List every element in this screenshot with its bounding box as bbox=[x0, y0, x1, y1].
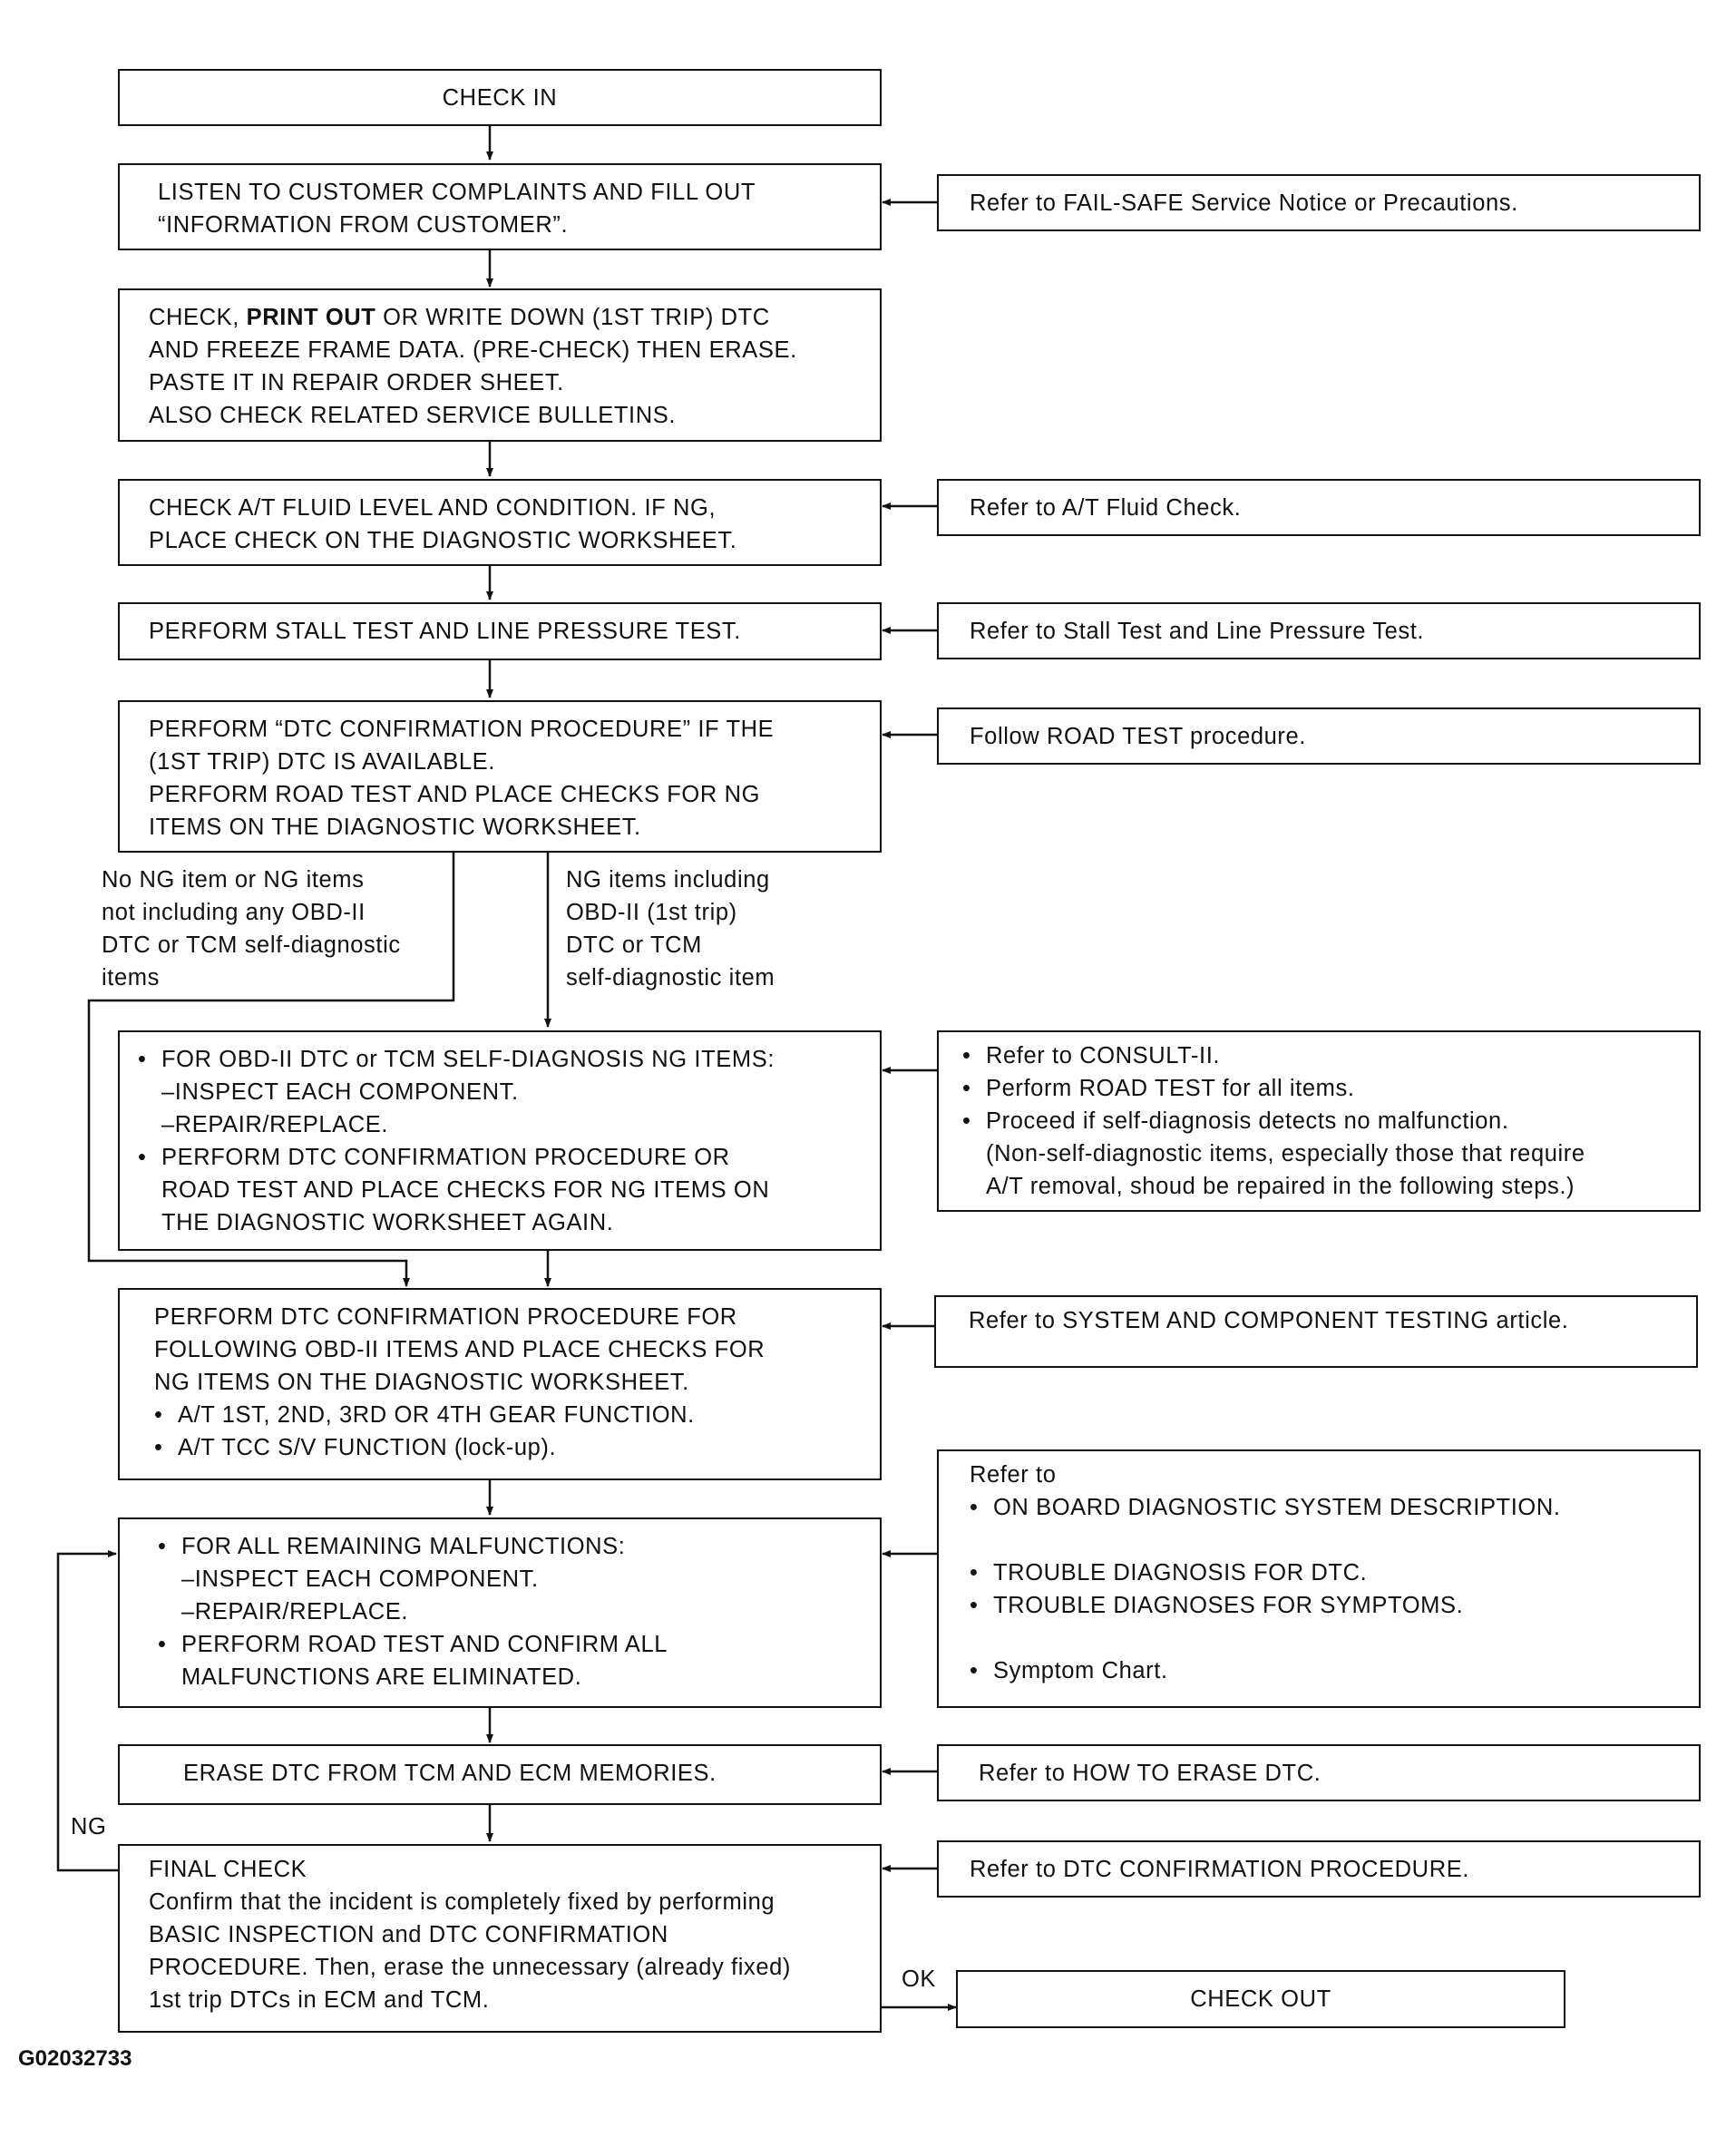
step6-sub-2: –REPAIR/REPLACE. bbox=[161, 1112, 389, 1137]
ref4-text: Refer to Stall Test and Line Pressure Test. bbox=[970, 619, 1425, 644]
branch-right-line-1: NG items including bbox=[566, 867, 770, 893]
step-stall-test bbox=[118, 602, 882, 660]
step-remaining-malfunctions bbox=[118, 1517, 882, 1708]
step5-line-1: PERFORM “DTC CONFIRMATION PROCEDURE” IF THE bbox=[149, 717, 775, 742]
step4-text: PERFORM STALL TEST AND LINE PRESSURE TEST. bbox=[149, 619, 741, 644]
ref-erase-dtc bbox=[937, 1744, 1701, 1801]
ref-final-text: Refer to DTC CONFIRMATION PROCEDURE. bbox=[970, 1857, 1469, 1882]
step5-line-4: ITEMS ON THE DIAGNOSTIC WORKSHEET. bbox=[149, 815, 641, 840]
ref6-bullet-3 bbox=[962, 1105, 1699, 1137]
bullet-icon: • bbox=[970, 1658, 979, 1683]
step6-bullet-2-line-2: ROAD TEST AND PLACE CHECKS FOR NG ITEMS ON bbox=[161, 1177, 770, 1203]
check-in-label: CHECK IN bbox=[442, 85, 558, 111]
step2-line-4: ALSO CHECK RELATED SERVICE BULLETINS. bbox=[149, 403, 677, 428]
ref8-title: Refer to bbox=[970, 1462, 1057, 1488]
bullet-icon: • bbox=[154, 1402, 163, 1428]
ng-label-text: NG bbox=[71, 1814, 107, 1839]
step7-bullet-2-text: A/T TCC S/V FUNCTION (lock-up). bbox=[178, 1435, 557, 1460]
branch-label-no-ng bbox=[102, 864, 401, 994]
bullet-icon: • bbox=[970, 1560, 979, 1586]
ref6-bullet-2 bbox=[962, 1072, 1699, 1105]
ref8-item-2 bbox=[970, 1556, 1699, 1589]
check-in-box bbox=[118, 69, 882, 126]
step8-bullet-1 bbox=[158, 1530, 880, 1563]
step-customer-complaints bbox=[118, 163, 882, 250]
ref6-bullet-3-text: Proceed if self-diagnosis detects no malfunction. bbox=[986, 1108, 1509, 1134]
bullet-icon: • bbox=[962, 1043, 971, 1068]
ref8-item-1 bbox=[970, 1491, 1699, 1524]
final-line-4: PROCEDURE. Then, erase the unnecessary (already fixed) bbox=[149, 1955, 791, 1980]
final-line-5: 1st trip DTCs in ECM and TCM. bbox=[149, 1987, 490, 2013]
bullet-icon: • bbox=[158, 1632, 167, 1657]
bullet-icon: • bbox=[158, 1534, 167, 1559]
step6-bullet-1-text: FOR OBD-II DTC or TCM SELF-DIAGNOSIS NG ITEMS: bbox=[161, 1047, 775, 1072]
branch-right-line-4: self-diagnostic item bbox=[566, 965, 775, 990]
ref-road-test bbox=[937, 707, 1701, 765]
ref3-text: Refer to A/T Fluid Check. bbox=[970, 495, 1242, 521]
branch-left-line-2: not including any OBD-II bbox=[102, 900, 366, 925]
ref6-note-2: A/T removal, shoud be repaired in the following steps.) bbox=[986, 1174, 1575, 1199]
step5-line-2: (1ST TRIP) DTC IS AVAILABLE. bbox=[149, 749, 495, 775]
ref8-spacer-2 bbox=[970, 1622, 1699, 1654]
ref8-item-1-text: ON BOARD DIAGNOSTIC SYSTEM DESCRIPTION. bbox=[993, 1495, 1561, 1520]
step7-line-2: FOLLOWING OBD-II ITEMS AND PLACE CHECKS FOR bbox=[154, 1337, 766, 1362]
step2-line-3: PASTE IT IN REPAIR ORDER SHEET. bbox=[149, 370, 564, 395]
ref8-item-4 bbox=[970, 1654, 1699, 1687]
branch-right-line-3: DTC or TCM bbox=[566, 932, 703, 958]
step8-bullet-2-line-2: MALFUNCTIONS ARE ELIMINATED. bbox=[181, 1664, 582, 1690]
step7-line-1: PERFORM DTC CONFIRMATION PROCEDURE FOR bbox=[154, 1304, 737, 1330]
branch-left-line-1: No NG item or NG items bbox=[102, 867, 365, 893]
ref8-item-2-text: TROUBLE DIAGNOSIS FOR DTC. bbox=[993, 1560, 1368, 1586]
step6-bullet-2 bbox=[138, 1141, 880, 1174]
ok-label-text: OK bbox=[902, 1966, 937, 1992]
step7-bullet-2 bbox=[154, 1431, 880, 1464]
step8-bullet-1-text: FOR ALL REMAINING MALFUNCTIONS: bbox=[181, 1534, 626, 1559]
ref8-spacer-1 bbox=[970, 1524, 1699, 1556]
bullet-icon: • bbox=[138, 1047, 147, 1072]
ref-diagnostic-docs bbox=[937, 1449, 1701, 1708]
step6-bullet-2-line-3: THE DIAGNOSTIC WORKSHEET AGAIN. bbox=[161, 1210, 614, 1235]
figure-id: G02032733 bbox=[18, 2046, 132, 2071]
step2-line-1 bbox=[149, 301, 880, 334]
branch-left-line-4: items bbox=[102, 965, 160, 990]
ref1-text: Refer to FAIL-SAFE Service Notice or Precautions. bbox=[970, 190, 1518, 216]
ref-fluid-check bbox=[937, 479, 1701, 536]
check-out-label: CHECK OUT bbox=[1190, 1986, 1331, 2012]
step-erase-dtc bbox=[118, 1744, 882, 1805]
step6-bullet-1 bbox=[138, 1043, 880, 1076]
final-line-1: FINAL CHECK bbox=[149, 1857, 307, 1882]
ref6-bullet-2-text: Perform ROAD TEST for all items. bbox=[986, 1076, 1355, 1101]
step7-bullet-1-text: A/T 1ST, 2ND, 3RD OR 4TH GEAR FUNCTION. bbox=[178, 1402, 695, 1428]
ref6-bullet-1 bbox=[962, 1039, 1699, 1072]
step8-bullet-2-line-1: PERFORM ROAD TEST AND CONFIRM ALL bbox=[181, 1632, 668, 1657]
step-obd-ng-items bbox=[118, 1030, 882, 1251]
ref-system-testing bbox=[934, 1295, 1698, 1368]
step6-bullet-2-line-1: PERFORM DTC CONFIRMATION PROCEDURE OR bbox=[161, 1145, 730, 1170]
ref9-text: Refer to HOW TO ERASE DTC. bbox=[979, 1761, 1322, 1786]
ref-fail-safe bbox=[937, 174, 1701, 231]
step8-sub-1: –INSPECT EACH COMPONENT. bbox=[181, 1566, 539, 1592]
final-line-2: Confirm that the incident is completely fixed by performing bbox=[149, 1889, 775, 1915]
bullet-icon: • bbox=[962, 1076, 971, 1101]
step-print-dtc bbox=[118, 288, 882, 442]
bullet-icon: • bbox=[970, 1495, 979, 1520]
step6-sub-1: –INSPECT EACH COMPONENT. bbox=[161, 1079, 519, 1105]
step1-line-1: LISTEN TO CUSTOMER COMPLAINTS AND FILL OUT bbox=[158, 180, 756, 205]
step8-bullet-2 bbox=[158, 1628, 880, 1661]
branch-label-ng bbox=[566, 864, 775, 994]
bullet-icon: • bbox=[138, 1145, 147, 1170]
ref-consult bbox=[937, 1030, 1701, 1212]
ref7-text: Refer to SYSTEM AND COMPONENT TESTING article. bbox=[969, 1308, 1569, 1333]
ng-label bbox=[71, 1810, 106, 1843]
ref8-item-3 bbox=[970, 1589, 1699, 1622]
step2-bold: PRINT OUT bbox=[246, 305, 376, 330]
ref-stall-test bbox=[937, 602, 1701, 659]
bullet-icon: • bbox=[962, 1108, 971, 1134]
step2-line-2: AND FREEZE FRAME DATA. (PRE-CHECK) THEN ERASE. bbox=[149, 337, 797, 363]
step2-prefix: CHECK, bbox=[149, 305, 247, 330]
step-fluid-check bbox=[118, 479, 882, 566]
step3-line-2: PLACE CHECK ON THE DIAGNOSTIC WORKSHEET. bbox=[149, 528, 737, 553]
ok-label bbox=[902, 1963, 936, 1996]
bullet-icon: • bbox=[154, 1435, 163, 1460]
ref5-text: Follow ROAD TEST procedure. bbox=[970, 724, 1306, 749]
ref8-item-4-text: Symptom Chart. bbox=[993, 1658, 1168, 1683]
bullet-icon: • bbox=[970, 1593, 979, 1618]
step-final-check bbox=[118, 1844, 882, 2033]
step9-text: ERASE DTC FROM TCM AND ECM MEMORIES. bbox=[183, 1761, 717, 1786]
ref6-bullet-1-text: Refer to CONSULT-II. bbox=[986, 1043, 1221, 1068]
step7-bullet-1 bbox=[154, 1399, 880, 1431]
step1-line-2: “INFORMATION FROM CUSTOMER”. bbox=[158, 212, 569, 238]
final-line-3: BASIC INSPECTION and DTC CONFIRMATION bbox=[149, 1922, 668, 1947]
ref-dtc-confirmation bbox=[937, 1840, 1701, 1898]
branch-right-line-2: OBD-II (1st trip) bbox=[566, 900, 737, 925]
step3-line-1: CHECK A/T FLUID LEVEL AND CONDITION. IF NG, bbox=[149, 495, 717, 521]
step8-sub-2: –REPAIR/REPLACE. bbox=[181, 1599, 409, 1625]
step5-line-3: PERFORM ROAD TEST AND PLACE CHECKS FOR NG bbox=[149, 782, 761, 807]
step-obd-items-confirm bbox=[118, 1288, 882, 1480]
ref6-note-1: (Non-self-diagnostic items, especially those that require bbox=[986, 1141, 1585, 1166]
ref8-item-3-text: TROUBLE DIAGNOSES FOR SYMPTOMS. bbox=[993, 1593, 1464, 1618]
step-dtc-confirmation bbox=[118, 700, 882, 853]
check-out-box bbox=[956, 1970, 1565, 2028]
step7-line-3: NG ITEMS ON THE DIAGNOSTIC WORKSHEET. bbox=[154, 1370, 689, 1395]
step2-suffix: OR WRITE DOWN (1ST TRIP) DTC bbox=[375, 305, 770, 330]
branch-left-line-3: DTC or TCM self-diagnostic bbox=[102, 932, 401, 958]
